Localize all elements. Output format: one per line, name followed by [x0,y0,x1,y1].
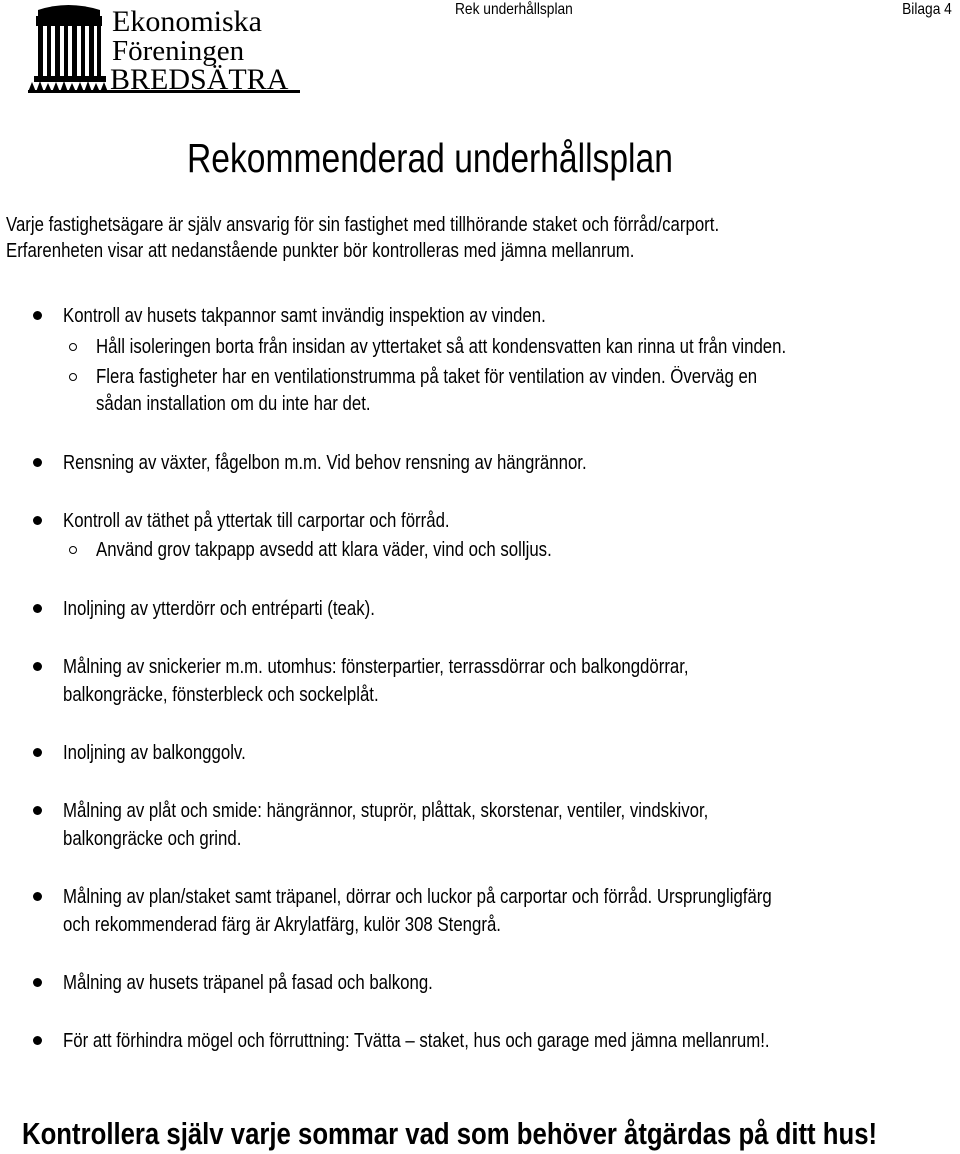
intro-line-1: Varje fastighetsägare är själv ansvarig för sin fastighet med tillhörande staket och förråd/carport. [6,214,720,236]
bullet-icon [33,604,42,613]
maintenance-item-text: Rensning av växter, fågelbon m.m. Vid behov rensning av hängrännor. [63,452,587,474]
page-title: Rekommenderad underhållsplan [187,135,673,181]
maintenance-subitem-text: Håll isoleringen borta från insidan av yttertaket så att kondensvatten kan rinna ut från vinden. [96,336,787,358]
maintenance-subitem-text: Flera fastigheter har en ventilationstrumma på taket för ventilation av vinden. Överväg en [96,366,758,388]
bullet-icon [33,1036,42,1045]
bullet-icon [33,458,42,467]
bullet-icon [33,748,42,757]
maintenance-item-text: Kontroll av täthet på yttertak till carportar och förråd. [63,510,450,532]
intro-line-2: Erfarenheten visar att nedanstående punkter bör kontrolleras med jämna mellanrum. [6,240,635,262]
header-document-title: Rek underhållsplan [455,1,573,18]
bullet-icon [33,662,42,671]
maintenance-item-text: Målning av snickerier m.m. utomhus: fönsterpartier, terrassdörrar och balkongdörrar, [63,656,689,678]
logo-line-2: Föreningen [112,35,245,67]
bullet-icon [33,806,42,815]
bullet-icon [33,978,42,987]
bullet-icon [33,516,42,525]
maintenance-item-text: balkongräcke, fönsterbleck och sockelplåt. [63,684,379,706]
maintenance-item-text: Inoljning av ytterdörr och entréparti (teak). [63,598,375,620]
header-attachment-label: Bilaga 4 [902,1,952,18]
sub-bullet-icon [69,373,77,381]
maintenance-item-text: och rekommenderad färg är Akrylatfärg, kulör 308 Stengrå. [63,914,501,936]
maintenance-subitem-text: sådan installation om du inte har det. [96,393,371,415]
maintenance-item-text: Målning av husets träpanel på fasad och balkong. [63,972,433,994]
association-logo [28,2,303,94]
maintenance-item-text: För att förhindra mögel och förruttning: Tvätta – staket, hus och garage med jämna mellanrum!. [63,1030,770,1052]
maintenance-subitem-text: Använd grov takpapp avsedd att klara väder, vind och solljus. [96,539,552,561]
maintenance-item-text: Målning av plan/staket samt träpanel, dörrar och luckor på carportar och förråd. Ursprungligfärg [63,886,772,908]
maintenance-item-text: Målning av plåt och smide: hängrännor, stuprör, plåttak, skorstenar, ventiler, vindskivor, [63,800,709,822]
bullet-icon [33,311,42,320]
logo-line-3: BREDSÄTRA [110,63,289,94]
water-tower-logo-icon [28,2,303,94]
footer-callout: Kontrollera själv varje sommar vad som behöver åtgärdas på ditt hus! [22,1116,878,1151]
maintenance-item-text: balkongräcke och grind. [63,828,242,850]
sub-bullet-icon [69,343,77,351]
bullet-icon [33,892,42,901]
logo-line-1: Ekonomiska [112,5,262,38]
maintenance-item-text: Kontroll av husets takpannor samt invändig inspektion av vinden. [63,305,546,327]
sub-bullet-icon [69,546,77,554]
maintenance-item-text: Inoljning av balkonggolv. [63,742,246,764]
